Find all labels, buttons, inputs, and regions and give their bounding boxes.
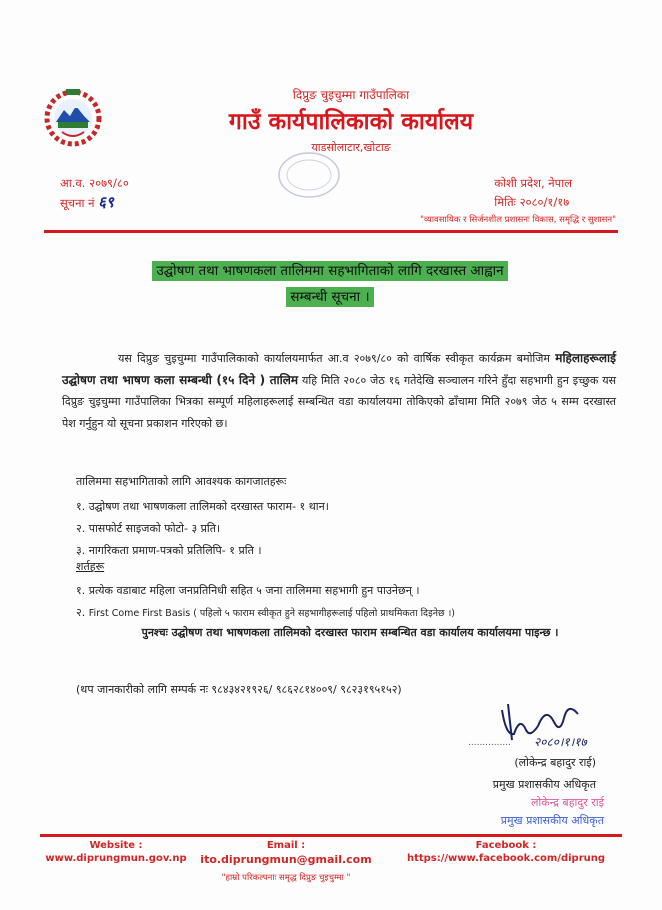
- list-item: २. पासफोर्ट साइजको फोटो- ३ प्रति।: [76, 522, 221, 535]
- notice-number-row: [60, 193, 129, 213]
- province: कोशी प्रदेश, नेपाल: [494, 176, 572, 190]
- footer-motto: "हाम्रो परिकल्पनाः समृद्ध दिप्रुङ चुइचुम्मा ": [221, 873, 351, 883]
- footer-divider: [40, 834, 622, 837]
- stamp-name: लोकेन्द्र बहादुर राई: [530, 796, 604, 809]
- header-divider: [44, 230, 618, 233]
- requirements-heading: तालिममा सहभागिताको लागि आवश्यक कागजातहरूः: [76, 475, 287, 488]
- notice-body-paragraph: [62, 348, 616, 434]
- office-stamp-icon: [270, 150, 348, 200]
- body-highlight: महिलाहरूलाई उद्घोषण तथा भाषण कला सम्बन्धी (१५ दिने ) तालिम: [62, 351, 616, 387]
- municipality-name: दिप्रुङ चुइचुम्मा गाउँपालिका: [292, 88, 410, 102]
- signer-designation: प्रमुख प्रशासकीय अधिकृत: [492, 778, 596, 791]
- facebook-link[interactable]: https://www.facebook.com/diprung: [406, 853, 606, 864]
- office-address: याडसोलाटार,खोटाङ: [311, 141, 391, 154]
- email-label: Email :: [266, 840, 306, 851]
- signer-stamp: [501, 794, 604, 830]
- office-title: गाउँ कार्यपालिकाको कार्यालय: [228, 109, 474, 135]
- term-english: First Come First Basis: [88, 608, 191, 619]
- signer-block: [493, 752, 596, 796]
- terms-heading: शर्तहरू: [76, 560, 105, 573]
- office-slogan: "व्यावसायिक र सिर्जनशील प्रशासनः विकास, समृद्धि र सुशासन": [420, 215, 616, 225]
- signature-date: २०८०।१।१७: [534, 735, 587, 749]
- svg-text:...............: ...............: [468, 738, 511, 748]
- website-label: Website :: [89, 840, 143, 851]
- facebook-label: Facebook :: [475, 840, 537, 851]
- signer-name: (लोकेन्द्र बहादुर राई): [514, 756, 596, 769]
- list-item: १. उद्घोषण तथा भाषणकला तालिमको दरखास्त फाराम- १ थान।: [76, 500, 329, 513]
- contact-numbers: (थप जानकारीको लागि सम्पर्क नः ९८४३४२१९२६/ ९८६२८१४००९/ ९८२३१९५१५२): [76, 683, 402, 696]
- footer-website: [36, 840, 196, 864]
- subject-line-1: उद्घोषण तथा भाषणकला तालिममा सहभागिताको लागि दरखास्त आह्वान: [152, 261, 507, 281]
- province-date-block: [494, 174, 572, 212]
- list-item: १. प्रत्येक वडाबाट महिला जनप्रतिनिधी सहित ५ जना तालिममा सहभागी हुन पाउनेछन् ।: [76, 584, 420, 597]
- body-text-1: यस दिप्रुङ चुइचुम्मा गाउँपालिकाको कार्यालयमार्फत आ.व २०७९/८० को वार्षिक स्वीकृत कार्यक्रम बमोजिम: [118, 352, 556, 365]
- notice-number: ६९: [98, 193, 114, 211]
- handwritten-signature-icon: [468, 696, 618, 752]
- notice-date: मितिः २०८०/१/१७: [494, 195, 570, 209]
- reference-block: [60, 174, 129, 213]
- postscript-note: पुनश्चः उद्घोषण तथा भाषणकला तालिमको दरखास्त फाराम सम्बन्धित वडा कार्यालय कार्यालयमा पाइन्छ ।: [141, 626, 559, 639]
- email-link[interactable]: ito.diprungmun@gmail.com: [200, 853, 372, 866]
- term-detail: ( पहिलो ५ फाराम स्वीकृत हुने सहभागीहरूलाई पहिलो प्राथमिकता दिइनेछ ।): [190, 608, 455, 619]
- requirements-list: [76, 496, 329, 562]
- notice-number-label: सूचना नं: [60, 196, 95, 210]
- list-item: ३. नागरिकता प्रमाण-पत्रको प्रतिलिपि- १ प्रति ।: [76, 544, 262, 557]
- terms-list: [76, 580, 455, 625]
- term-number: २.: [76, 606, 89, 619]
- body-text-2: यहि मिति २०८० जेठ १६ गतेदेखि सञ्चालन गरिने हुँदा सहभागी हुन इच्छुक यस दिप्रुङ चुइचुम्मा गाउँपालिका भित्रका सम्पूर्ण महिलाहरूलाई सम्बन्धित वडा कार्यालयमा तोकिएको ढाँचामा मिति २०७९ जेठ ५ सम्म दरखास्त पेश गर्नुहुन यो सूचना प्रकाशन गरिएको छ।: [62, 373, 617, 430]
- fiscal-year: आ.व. २०७९/८०: [60, 176, 129, 190]
- footer-facebook: [390, 840, 622, 864]
- footer-email: [196, 840, 376, 866]
- notice-subject: [92, 258, 568, 310]
- stamp-designation: प्रमुख प्रशासकीय अधिकृत: [500, 814, 604, 827]
- subject-line-2: सम्बन्धी सूचना ।: [286, 287, 373, 307]
- website-link[interactable]: www.diprungmun.gov.np: [45, 853, 187, 864]
